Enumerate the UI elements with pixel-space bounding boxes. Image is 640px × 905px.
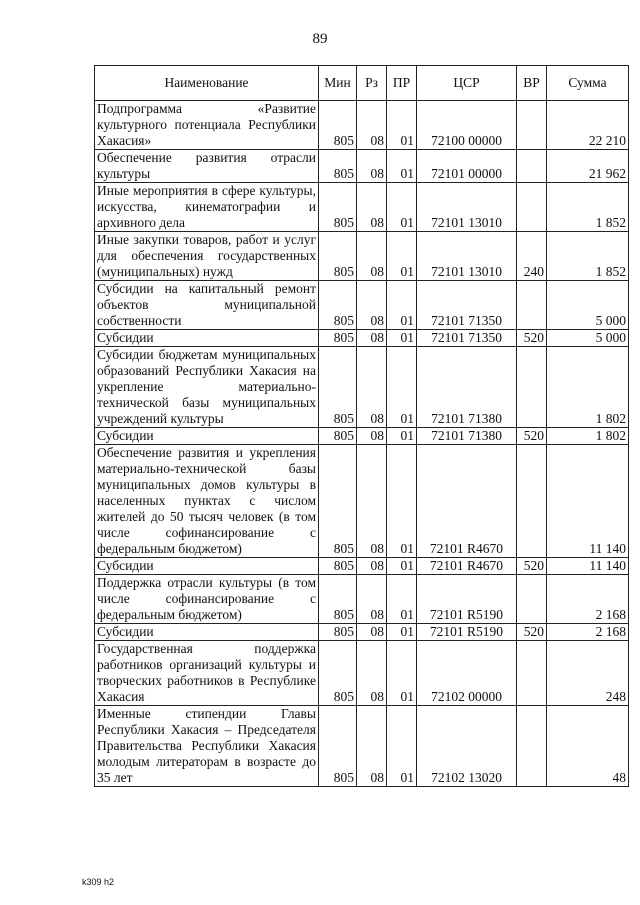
table-row [95, 101, 629, 150]
cell-pr: 01 [387, 706, 417, 787]
cell-rz: 08 [357, 232, 387, 281]
cell-name: Субсидии [95, 624, 319, 641]
cell-pr: 01 [387, 641, 417, 706]
column-header-name: Наименование [95, 66, 319, 101]
cell-sum: 2 168 [547, 575, 629, 624]
cell-name: Именные стипендии Главы Республики Хакасия – Председателя Правительства Республики Хакасия молодым литераторам в возрасте до 35 лет [95, 706, 319, 787]
cell-rz: 08 [357, 330, 387, 347]
cell-vr: 240 [517, 232, 547, 281]
cell-sum: 1 802 [547, 428, 629, 445]
cell-pr: 01 [387, 150, 417, 183]
cell-rz: 08 [357, 347, 387, 428]
cell-rz: 08 [357, 445, 387, 558]
cell-vr [517, 575, 547, 624]
cell-csr: 72102 00000 [417, 641, 517, 706]
cell-name: Субсидии бюджетам муниципальных образований Республики Хакасия на укрепление материально-технической базы муниципальных учреждений культуры [95, 347, 319, 428]
cell-sum: 2 168 [547, 624, 629, 641]
cell-name: Поддержка отрасли культуры (в том числе софинансирование с федеральным бюджетом) [95, 575, 319, 624]
cell-name: Субсидии [95, 558, 319, 575]
cell-sum: 22 210 [547, 101, 629, 150]
cell-name: Обеспечение развития и укрепления материально-технической базы муниципальных домов культуры в населенных пунктах с числом жителей до 50 тысяч человек (в том числе софинансирование с федеральным бюджетом) [95, 445, 319, 558]
cell-sum: 1 852 [547, 183, 629, 232]
column-header-pr: ПР [387, 66, 417, 101]
cell-min: 805 [319, 706, 357, 787]
cell-min: 805 [319, 150, 357, 183]
table-row [95, 428, 629, 445]
table-row [95, 445, 629, 558]
cell-pr: 01 [387, 347, 417, 428]
cell-min: 805 [319, 101, 357, 150]
cell-sum: 48 [547, 706, 629, 787]
cell-rz: 08 [357, 706, 387, 787]
cell-csr: 72101 00000 [417, 150, 517, 183]
cell-sum: 5 000 [547, 281, 629, 330]
cell-csr: 72101 R4670 [417, 445, 517, 558]
cell-name: Иные мероприятия в сфере культуры, искусства, кинематографии и архивного дела [95, 183, 319, 232]
cell-min: 805 [319, 232, 357, 281]
cell-vr: 520 [517, 330, 547, 347]
table-row [95, 558, 629, 575]
cell-rz: 08 [357, 641, 387, 706]
cell-pr: 01 [387, 101, 417, 150]
cell-name: Подпрограмма «Развитие культурного потенциала Республики Хакасия» [95, 101, 319, 150]
cell-rz: 08 [357, 558, 387, 575]
cell-csr: 72101 R5190 [417, 624, 517, 641]
cell-pr: 01 [387, 232, 417, 281]
cell-pr: 01 [387, 624, 417, 641]
cell-vr [517, 101, 547, 150]
cell-pr: 01 [387, 445, 417, 558]
cell-min: 805 [319, 428, 357, 445]
cell-min: 805 [319, 330, 357, 347]
cell-min: 805 [319, 575, 357, 624]
cell-min: 805 [319, 445, 357, 558]
cell-csr: 72101 R4670 [417, 558, 517, 575]
cell-name: Иные закупки товаров, работ и услуг для обеспечения государственных (муниципальных) нужд [95, 232, 319, 281]
cell-csr: 72101 13010 [417, 183, 517, 232]
cell-min: 805 [319, 641, 357, 706]
cell-vr [517, 641, 547, 706]
page-number: 89 [312, 31, 328, 47]
cell-name: Субсидии на капитальный ремонт объектов муниципальной собственности [95, 281, 319, 330]
cell-csr: 72101 71380 [417, 347, 517, 428]
cell-pr: 01 [387, 183, 417, 232]
cell-pr: 01 [387, 558, 417, 575]
table-row [95, 183, 629, 232]
cell-vr [517, 445, 547, 558]
cell-pr: 01 [387, 575, 417, 624]
cell-min: 805 [319, 558, 357, 575]
cell-vr [517, 150, 547, 183]
cell-rz: 08 [357, 624, 387, 641]
cell-rz: 08 [357, 101, 387, 150]
cell-name: Субсидии [95, 428, 319, 445]
cell-csr: 72101 13010 [417, 232, 517, 281]
cell-sum: 5 000 [547, 330, 629, 347]
column-header-sum: Сумма [547, 66, 629, 101]
table-row [95, 281, 629, 330]
cell-vr [517, 706, 547, 787]
table-row [95, 150, 629, 183]
cell-min: 805 [319, 624, 357, 641]
table-row [95, 624, 629, 641]
cell-rz: 08 [357, 150, 387, 183]
cell-sum: 1 802 [547, 347, 629, 428]
table-row [95, 330, 629, 347]
table-row [95, 641, 629, 706]
column-header-min: Мин [319, 66, 357, 101]
table-row [95, 575, 629, 624]
cell-vr [517, 183, 547, 232]
cell-sum: 21 962 [547, 150, 629, 183]
cell-vr [517, 347, 547, 428]
footer-code: k309 h2 [82, 877, 115, 887]
cell-min: 805 [319, 281, 357, 330]
cell-vr: 520 [517, 624, 547, 641]
column-header-csr: ЦСР [417, 66, 517, 101]
cell-csr: 72101 R5190 [417, 575, 517, 624]
cell-vr: 520 [517, 558, 547, 575]
table-row [95, 706, 629, 787]
table-row [95, 232, 629, 281]
cell-name: Субсидии [95, 330, 319, 347]
cell-rz: 08 [357, 575, 387, 624]
cell-sum: 248 [547, 641, 629, 706]
column-header-rz: Рз [357, 66, 387, 101]
cell-csr: 72101 71350 [417, 281, 517, 330]
cell-name: Обеспечение развития отрасли культуры [95, 150, 319, 183]
cell-min: 805 [319, 183, 357, 232]
cell-sum: 1 852 [547, 232, 629, 281]
cell-csr: 72101 71350 [417, 330, 517, 347]
cell-vr [517, 281, 547, 330]
cell-rz: 08 [357, 281, 387, 330]
table-header-row [95, 66, 629, 101]
cell-pr: 01 [387, 281, 417, 330]
cell-pr: 01 [387, 330, 417, 347]
cell-csr: 72101 71380 [417, 428, 517, 445]
column-header-vr: ВР [517, 66, 547, 101]
cell-sum: 11 140 [547, 558, 629, 575]
cell-csr: 72100 00000 [417, 101, 517, 150]
cell-rz: 08 [357, 183, 387, 232]
table-row [95, 347, 629, 428]
budget-table [94, 65, 629, 787]
cell-min: 805 [319, 347, 357, 428]
cell-pr: 01 [387, 428, 417, 445]
cell-sum: 11 140 [547, 445, 629, 558]
cell-csr: 72102 13020 [417, 706, 517, 787]
cell-name: Государственная поддержка работников организаций культуры и творческих работников в Республике Хакасия [95, 641, 319, 706]
cell-rz: 08 [357, 428, 387, 445]
cell-vr: 520 [517, 428, 547, 445]
